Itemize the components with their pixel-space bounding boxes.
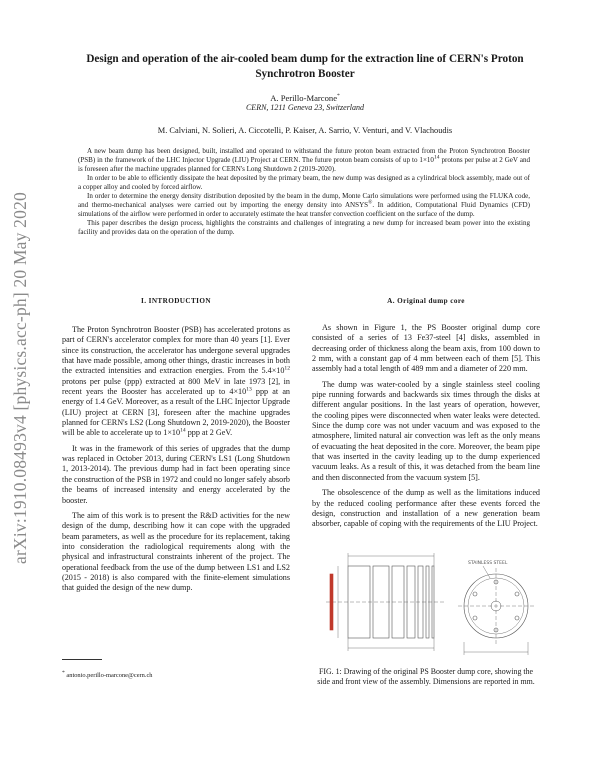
footnote [62, 669, 153, 680]
body-text: The Proton Synchrotron Booster (PSB) has accelerated protons as part of CERN's accelerator complex for more than 40 years [1]. Ever since its construction, the accelerator has undergone several upgrades that have made possible, among other things, drastic increases in both the extracted intensities and extraction energies. From the 5.4×10 [62, 325, 290, 376]
intro-paragraph-1 [62, 325, 290, 439]
dump-paragraph-1: As shown in Figure 1, the PS Booster original dump core consisted of a series of 13 Fe37-steel [4] disks, assembled in decreasing order of thickness along the beam axis, from 100 down to 2 mm, with a constant gap of 4 mm between each of them [5]. This assembly had a total length of 489 mm and a diameter of 220 mm. [312, 323, 540, 374]
abstract-text: protons per pulse at 2 GeV and is foreseen after the machine upgrades planned for CERN's Long Shutdown 2 (2019-2020). [78, 156, 530, 174]
body-text: protons per pulse (ppp) extracted at 800 MeV in late 1973 [2], in recent years the Booster has accelerated up to 4×10 [62, 376, 290, 397]
footnote-rule [62, 659, 102, 660]
figure-1-drawing [318, 544, 536, 662]
abstract-paragraph-4: This paper describes the design process, highlights the constraints and challenges of integrating a new dump for increased beam power into the existing facility and provides data on the operation of the dump. [78, 219, 530, 237]
column-left [62, 325, 290, 599]
paper-title: Design and operation of the air-cooled beam dump for the extraction line of CERN's Proton Synchrotron Booster [86, 53, 524, 80]
body-text: ppp at an energy of 1.4 GeV. Moreover, as a result of the LHC Injector Upgrade (LIU) project at CERN [3], foreseen after the machine upgrades planned for CERN's LS2 (Long Shutdown 2, 2019-2020), the Booster will be able to accelerate up to 1×10 [62, 387, 290, 438]
dump-paragraph-3: The obsolescence of the dump as well as the limitations induced by the reduced cooling performance after these events forced the design, construction and installation of a new generation beam absorber, capable of coping with the requirements of the LIU Project. [312, 488, 540, 529]
abstract-text: A new beam dump has been designed, built, installed and operated to withstand the future proton beam extracted from the Proton Synchrotron Booster (PSB) in the framework of the LHC Injector Upgrade (LIU) Project at CERN. The future proton beam consists of up to 1×10 [78, 147, 530, 165]
red-marker-left [330, 574, 333, 630]
main-author-name: A. Perillo-Marcone [270, 93, 338, 103]
front-view [458, 560, 534, 655]
superscript: 14 [180, 427, 186, 434]
arxiv-sidebar-identifier: arXiv:1910.08493v4 [physics.acc-ph] 20 May 2020 [10, 192, 30, 564]
abstract-text: . In addition, Computational Fluid Dynamics (CFD) simulations of the airflow were performed in order to accurately estimate the heat transfer convection coefficient on the surface of the dump. [78, 201, 530, 219]
footnote-mark: * [337, 93, 340, 100]
intro-paragraph-2: It was in the framework of this series of upgrades that the dump was replaced in October 2013, during CERN's LS1 (Long Shutdown 1, 2013-2014). The previous dump had in fact been operating since the construction of the PSB in 1972 and could no longer safely absorb the beams of increased intensity and energy accelerated by the booster. [62, 443, 290, 505]
dump-core-drawing [318, 544, 536, 662]
abstract [78, 147, 530, 237]
subsection-heading-original-dump-core: A. Original dump core [387, 297, 465, 305]
superscript: 13 [246, 386, 252, 393]
column-right [312, 323, 540, 535]
intro-paragraph-3: The aim of this work is to present the R&D activities for the new design of the dump, describing how it can cope with the upgraded beam parameters, as well as the procedure for its replacement, taking into consideration the radiological requirements along with the physical and infrastructural constraints inherent of the project. The operational feedback from the use of the dump between LS1 and LS2 (2015 - 2018) is also compared with the finite-element simulations that guided the design of the new dump. [62, 510, 290, 593]
footnote-mark: * [62, 669, 65, 676]
abstract-paragraph-2: In order to be able to efficiently dissipate the heat deposited by the primary beam, the new dump was designed as a cylindrical block assembly, made out of a copper alloy and cooled by forced airflow. [78, 174, 530, 192]
registered-mark: ® [368, 199, 373, 206]
superscript: 14 [433, 154, 440, 161]
abstract-text: In order to determine the energy density distribution deposited by the beam in the dump, Monte Carlo simulations were performed using the FLUKA code, and thermo-mechanical analyses were carried out by importing the energy density into ANSYS [78, 192, 530, 210]
section-heading-introduction: I. INTRODUCTION [141, 297, 211, 305]
superscript: 12 [284, 365, 290, 372]
affiliation: CERN, 1211 Geneva 23, Switzerland [245, 103, 365, 112]
body-text: ppp at 2 GeV. [185, 428, 233, 438]
footnote-email: antonio.perillo-marcone@cern.ch [66, 672, 153, 679]
abstract-paragraph-3 [78, 192, 530, 219]
abstract-paragraph-1 [78, 147, 530, 174]
figure-1-caption: FIG. 1: Drawing of the original PS Booster dump core, showing the side and front view of the assembly. Dimensions are reported in mm. [317, 667, 535, 686]
coauthors: M. Calviani, N. Solieri, A. Ciccotelli, P. Kaiser, A. Sarrio, V. Venturi, and V. Vlachoudis [157, 126, 453, 135]
stainless-steel-label: STAINLESS STEEL [468, 561, 508, 566]
dump-paragraph-2: The dump was water-cooled by a single stainless steel cooling pipe running forwards and backwards six times through the disks at different angular positions. In the last years of operation, however, the cooling pipes were disconnected when water leaks were detected. Since the dump core was not under vacuum and was exposed to the atmosphere, limited natural air convection was left as the only means of evacuating the heat deposited in the core. Moreover, the beam pipe that was inserted in the cavity leading up to the dump experienced vacuum leaks. As a result of this, it was detached from the beam line and then disconnected from the vacuum system [5]. [312, 379, 540, 482]
side-view [326, 553, 444, 651]
